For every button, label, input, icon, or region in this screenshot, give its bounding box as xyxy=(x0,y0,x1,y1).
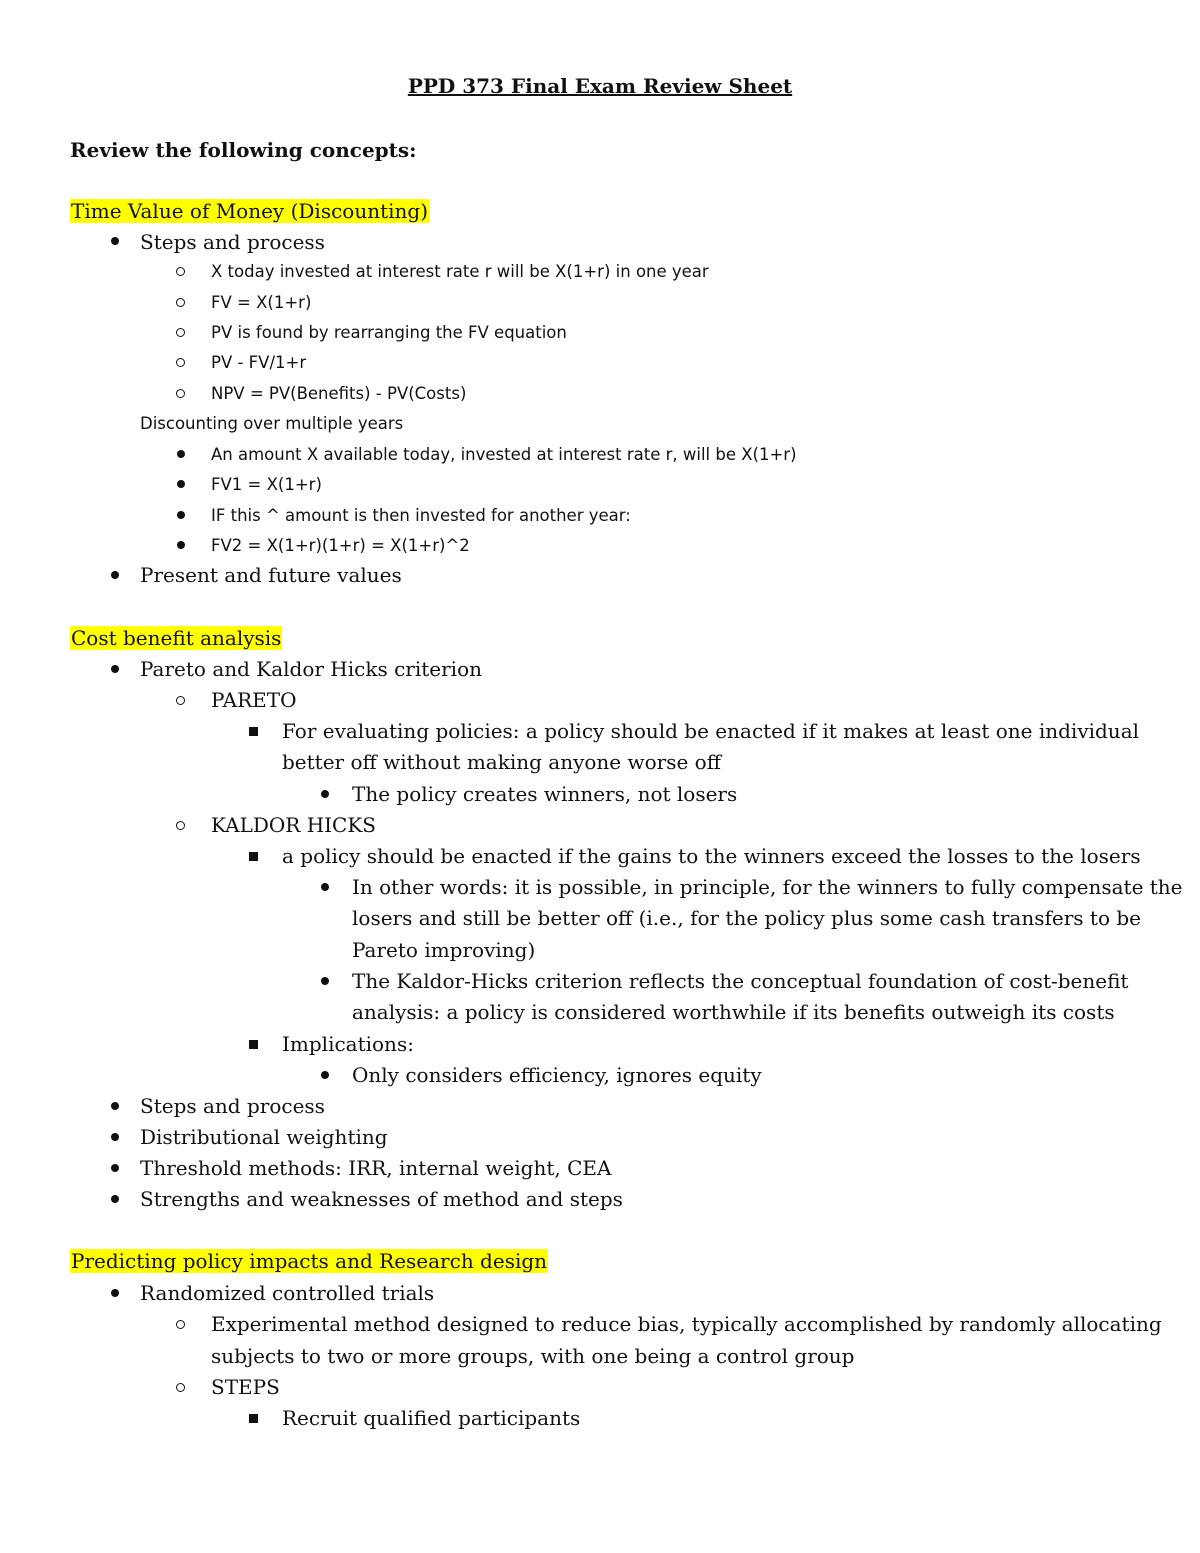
bullet-circle-icon xyxy=(176,1383,185,1392)
list-item: PV is found by rearranging the FV equation xyxy=(211,323,567,342)
list-item: An amount X available today, invested at interest rate r, will be X(1+r) xyxy=(211,445,797,464)
list-item: NPV = PV(Benefits) - PV(Costs) xyxy=(211,384,467,403)
list-item: Strengths and weaknesses of method and steps xyxy=(140,1187,623,1211)
bullet-disc-icon xyxy=(177,480,185,488)
list-item: PV - FV/1+r xyxy=(211,353,307,372)
bullet-disc-icon xyxy=(321,883,329,891)
page-title: PPD 373 Final Exam Review Sheet xyxy=(407,74,793,98)
bullet-square-icon xyxy=(249,1414,258,1423)
list-item-continuation: better off without making anyone worse off xyxy=(282,750,721,774)
bullet-circle-icon xyxy=(176,696,185,705)
list-item: Only considers efficiency, ignores equity xyxy=(352,1063,762,1087)
bullet-disc-icon xyxy=(111,1102,119,1110)
bullet-circle-icon xyxy=(176,358,185,367)
list-item: Distributional weighting xyxy=(140,1125,388,1149)
list-item: STEPS xyxy=(211,1375,280,1399)
section-heading-time-value xyxy=(70,198,429,224)
bullet-square-icon xyxy=(249,727,258,736)
highlighted-heading-text: Cost benefit analysis xyxy=(71,626,282,650)
bullet-disc-icon xyxy=(111,1164,119,1172)
list-item: FV1 = X(1+r) xyxy=(211,475,322,494)
bullet-disc-icon xyxy=(111,237,119,245)
list-item: For evaluating policies: a policy should be enacted if it makes at least one individual xyxy=(282,719,1140,743)
list-item-continuation: subjects to two or more groups, with one being a control group xyxy=(211,1344,855,1368)
bullet-circle-icon xyxy=(176,267,185,276)
highlighted-heading-text: Predicting policy impacts and Research design xyxy=(71,1249,548,1273)
list-item: Randomized controlled trials xyxy=(140,1281,435,1305)
bullet-disc-icon xyxy=(321,790,329,798)
list-item: PARETO xyxy=(211,688,297,712)
section-heading-cost-benefit xyxy=(70,625,282,651)
section-heading-research-design xyxy=(70,1248,548,1274)
bullet-circle-icon xyxy=(176,821,185,830)
bullet-disc-icon xyxy=(321,977,329,985)
list-item: a policy should be enacted if the gains to the winners exceed the losses to the losers xyxy=(282,844,1141,868)
list-item-continuation: analysis: a policy is considered worthwhile if its benefits outweigh its costs xyxy=(352,1000,1115,1024)
list-item: Experimental method designed to reduce bias, typically accomplished by randomly allocating xyxy=(211,1312,1162,1336)
bullet-circle-icon xyxy=(176,1320,185,1329)
bullet-disc-icon xyxy=(111,1133,119,1141)
list-item: Threshold methods: IRR, internal weight, CEA xyxy=(140,1156,612,1180)
list-item: Implications: xyxy=(282,1032,414,1056)
bullet-circle-icon xyxy=(176,389,185,398)
list-item: Present and future values xyxy=(140,563,402,587)
bullet-circle-icon xyxy=(176,328,185,337)
list-item: Steps and process xyxy=(140,1094,325,1118)
list-item: Pareto and Kaldor Hicks criterion xyxy=(140,657,482,681)
bullet-disc-icon xyxy=(177,541,185,549)
list-item: Recruit qualified participants xyxy=(282,1406,581,1430)
sub-heading: Discounting over multiple years xyxy=(140,414,404,433)
bullet-disc-icon xyxy=(111,1289,119,1297)
bullet-disc-icon xyxy=(111,1195,119,1203)
bullet-disc-icon xyxy=(321,1071,329,1079)
bullet-square-icon xyxy=(249,852,258,861)
list-item: IF this ^ amount is then invested for another year: xyxy=(211,506,631,525)
list-item: The Kaldor-Hicks criterion reflects the conceptual foundation of cost-benefit xyxy=(352,969,1129,993)
list-item: FV2 = X(1+r)(1+r) = X(1+r)^2 xyxy=(211,536,470,555)
list-item-continuation: losers and still be better off (i.e., for the policy plus some cash transfers to be xyxy=(352,906,1141,930)
bullet-disc-icon xyxy=(111,571,119,579)
list-item: In other words: it is possible, in principle, for the winners to fully compensate the xyxy=(352,875,1183,899)
list-item: Steps and process xyxy=(140,230,325,254)
bullet-disc-icon xyxy=(177,450,185,458)
bullet-disc-icon xyxy=(177,511,185,519)
list-item-continuation: Pareto improving) xyxy=(352,938,536,962)
bullet-circle-icon xyxy=(176,298,185,307)
list-item: The policy creates winners, not losers xyxy=(352,782,738,806)
list-item: X today invested at interest rate r will be X(1+r) in one year xyxy=(211,262,709,281)
list-item: FV = X(1+r) xyxy=(211,293,312,312)
highlighted-heading-text: Time Value of Money (Discounting) xyxy=(71,199,429,223)
intro-heading: Review the following concepts: xyxy=(70,138,417,162)
bullet-square-icon xyxy=(249,1040,258,1049)
list-item: KALDOR HICKS xyxy=(211,813,376,837)
bullet-disc-icon xyxy=(111,665,119,673)
